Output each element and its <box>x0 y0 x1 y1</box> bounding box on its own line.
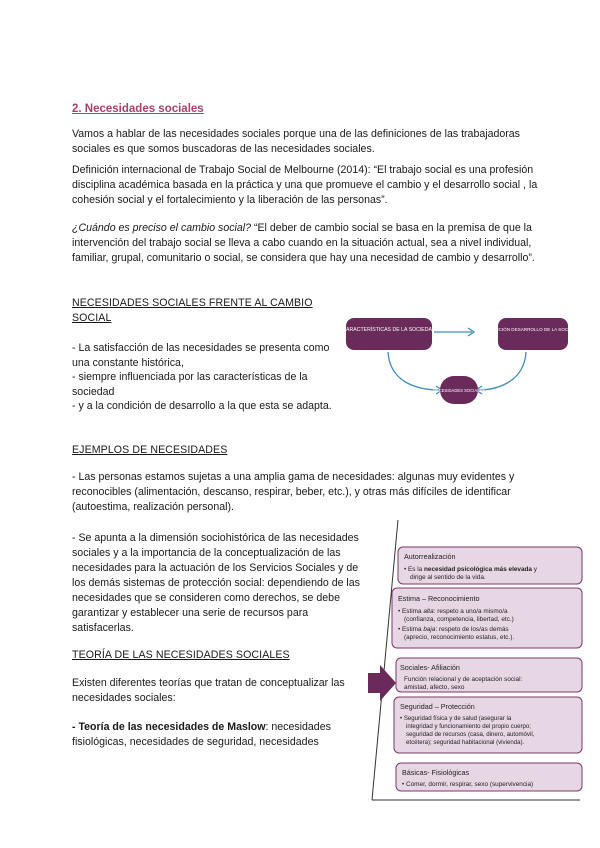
cycle-diagram <box>342 306 583 412</box>
level-seguridad-bullet-2: integridad y funcionamiento del propio cuerpo; <box>406 723 532 730</box>
section-heading: 2. Necesidades sociales <box>72 103 204 115</box>
svg-text:NECESIDADES SOCIALES <box>433 388 485 393</box>
svg-text:CARACTERÍSTICAS DE LA SOCIEDAD <box>342 326 436 333</box>
cycle-node-left-label: CARACTERÍSTICAS DE LA SOCIEDAD <box>342 327 436 333</box>
ejemplos-paragraph-2: - Se apunta a la dimensión sociohistórica de las necesidades sociales y a la importancia de la conceptualización de las necesidades para la actuación de los Servicios Sociales y de los demás sistemas de protección social: dependiendo de las necesidades que se consideren como derechos, se debe garantizar y establecer una serie de recursos para satisfacerlas. <box>72 532 360 634</box>
svg-text:etcétera); seguridad habitacio <box>406 739 525 746</box>
maslow-rest: : necesidades fisiológicas, necesidades de seguridad, necesidades <box>72 721 331 748</box>
svg-text:• Es la necesidad psicológica: • Es la necesidad psicológica más elevada y <box>404 566 537 573</box>
question-italic: ¿Cuándo es preciso el cambio social? <box>72 222 252 234</box>
level-estima-bullet-3c: : respeto de los/as demás <box>435 626 509 633</box>
cycle-node-left <box>346 318 432 350</box>
definition-paragraph: Definición internacional de Trabajo Social de Melbourne (2014): “El trabajo social es una profesión disciplina académica basada en la práctica y una que promueve el cambio y el desarrollo social , la cohesión social y el fortalecimiento y la liberación de las personas”. <box>72 164 538 206</box>
level-autorrealizacion-bullet-2: dirige al sentido de la vida. <box>410 574 486 581</box>
section-title-ejemplos: EJEMPLOS DE NECESIDADES <box>72 444 228 456</box>
level-autorrealizacion-bullet-1a: Es la <box>408 566 424 573</box>
level-title-autorrealizacion: Autorrealización <box>404 552 456 561</box>
level-estima-bullet-1a: Estima <box>402 608 424 615</box>
cycle-node-right-label: CONDICIÓN DESARROLLO DE LA SOCIEDAD <box>483 327 583 332</box>
level-estima-bullet-4: (aprecio, reconocimiento estatus, etc.). <box>404 634 515 641</box>
svg-text:Sociales- Afiliación <box>400 663 460 672</box>
svg-text:• Estima baja: respeto de los/: • Estima baja: respeto de los/as demás <box>398 626 509 633</box>
cycle-node-right <box>498 318 568 350</box>
svg-text:Estima – Reconocimiento <box>398 594 480 603</box>
cycle-node-bottom-label: NECESIDADES SOCIALES <box>432 388 486 393</box>
cambio-line-2: - siempre influenciada por las características de la sociedad <box>72 371 308 398</box>
teoria-paragraph-1: Existen diferentes teorías que tratan de conceptualizar las necesidades sociales: <box>72 677 345 704</box>
pyramid-pointer-arrow <box>368 665 396 701</box>
level-estima-bullet-2: (confianza, competencia, libertad, etc.) <box>404 616 514 623</box>
level-estima-bullet-1b: alta <box>423 608 434 615</box>
svg-text:Seguridad – Protección <box>400 702 475 711</box>
ejemplos-paragraph-1: - Las personas estamos sujetas a una amplia gama de necesidades: algunas muy evidentes y reconocibles (alimentación, descanso, respirar, beber, etc.), y otras más difíciles de identificar (autoestima, realización personal). <box>72 471 515 513</box>
level-seguridad-bullet-3: seguridad de recursos (casa, dinero, automóvil, <box>406 731 535 738</box>
teoria-paragraph-2 <box>72 720 362 750</box>
pyramid-edge-left <box>372 520 398 800</box>
svg-text:Función relacional y de acepta <box>404 676 523 683</box>
level-estima-bullet-3b: baja <box>423 626 436 633</box>
level-autorrealizacion-bullet-1b: necesidad psicológica más elevada <box>424 566 532 573</box>
maslow-title: - Teoría de las necesidades de Maslow <box>72 721 266 733</box>
svg-text:Autorrealización <box>404 552 456 561</box>
svg-text:CONDICIÓN DESARROLLO DE LA SOC <box>484 326 583 332</box>
svg-text:seguridad de recursos (casa, d <box>406 731 535 738</box>
svg-text:• Seguridad física y de salud: • Seguridad física y de salud (asegurar la <box>400 715 512 722</box>
level-title-seguridad: Seguridad – Protección <box>400 702 475 711</box>
svg-text:(aprecio, reconocimiento estat <box>404 634 514 641</box>
level-sociales-bullet-2: amistad, afecto, sexo <box>404 684 465 691</box>
level-basicas-bullet-1: Comer, dormir, respirar, sexo (supervivencia) <box>406 781 534 788</box>
svg-text:dirige al sentido de la vida. <box>410 574 486 581</box>
level-estima-bullet-3a: Estima <box>402 626 424 633</box>
section-title-cambio-social: NECESIDADES SOCIALES FRENTE AL CAMBIO SOCIAL <box>72 297 313 324</box>
svg-text:integridad y funcionamiento de <box>406 723 531 730</box>
svg-text:Básicas- Fisiológicas <box>402 768 470 777</box>
level-seguridad-bullet-4: etcétera); seguridad habitacional (vivienda). <box>406 739 525 746</box>
cycle-arrow-right <box>478 352 526 390</box>
level-autorrealizacion-bullet-1c: y <box>531 566 537 573</box>
level-title-basicas: Básicas- Fisiológicas <box>402 768 470 777</box>
level-seguridad-bullet-1: Seguridad física y de salud (asegurar la <box>403 715 512 722</box>
section-title-teoria: TEORÍA DE LAS NECESIDADES SOCIALES <box>72 649 290 661</box>
level-sociales-bullet-1: Función relacional y de aceptación social: <box>404 676 523 683</box>
svg-text:amistad, afecto, sexo <box>404 684 465 691</box>
intro-paragraph: Vamos a hablar de las necesidades sociales porque una de las definiciones de las trabajadoras sociales es que somos buscadoras de las necesidades sociales. <box>72 128 520 155</box>
question-paragraph <box>72 221 542 266</box>
svg-text:(confianza, competencia, liber <box>404 616 514 623</box>
cambio-line-3: - y a la condición de desarrollo a la que esta se adapta. <box>72 400 332 412</box>
cambio-line-1: - La satisfacción de las necesidades se presenta como una constante histórica, <box>72 342 330 369</box>
level-title-sociales: Sociales- Afiliación <box>400 663 460 672</box>
level-title-estima: Estima – Reconocimiento <box>398 594 480 603</box>
maslow-pyramid <box>370 515 590 805</box>
level-estima-bullet-1c: : respeto a uno/a mismo/a <box>433 608 508 615</box>
question-rest: “El deber de cambio social se basa en la premisa de que la intervención del trabajo social se lleva a cabo cuando en la situación actual, sea a nivel individual, familiar, grupal, comunitario o social, se considera que hay una necesidad de cambio y desarrollo”. <box>72 222 535 264</box>
svg-text:• Estima alta: respeto a uno/a: • Estima alta: respeto a uno/a mismo/a <box>398 608 508 615</box>
cycle-arrow-left <box>388 352 440 390</box>
svg-text:• Comer, dormir, respirar, sex: • Comer, dormir, respirar, sexo (supervivencia) <box>402 781 534 788</box>
